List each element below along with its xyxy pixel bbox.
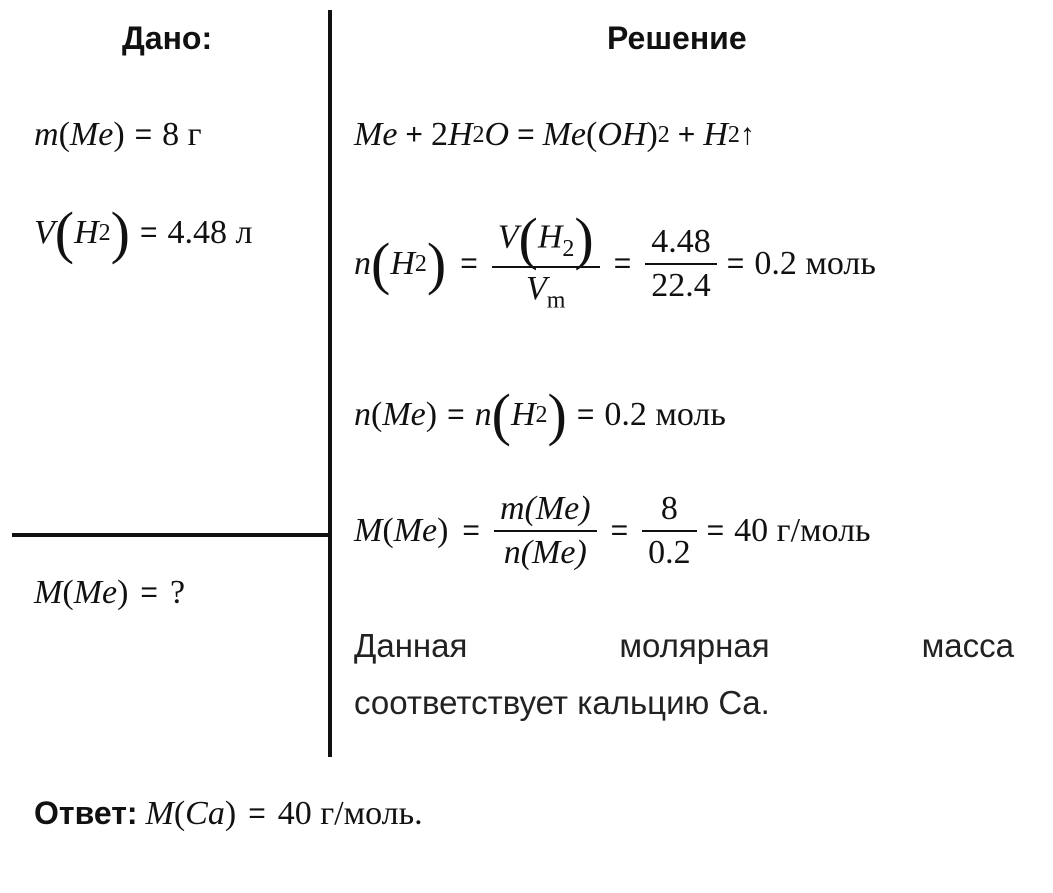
equals-sign: = [576, 398, 595, 432]
moles-me-result: 0.2 моль [604, 396, 726, 434]
given-header: Дано: [122, 20, 213, 56]
equals-sign: = [447, 398, 465, 432]
moles-symbol: n [354, 396, 371, 434]
equals-sign: = [134, 118, 153, 151]
rhs-symbol: n [474, 396, 492, 434]
given-mass: m ( Me ) = 8 г [34, 116, 202, 153]
conclusion-word: Данная [354, 627, 468, 664]
find-symbol: M [34, 574, 63, 611]
answer-value: 40 г/моль. [277, 794, 423, 832]
volume-arg: H [74, 214, 99, 252]
moles-result: 0.2 моль [754, 245, 876, 283]
equals-sign: = [462, 514, 480, 547]
answer-line: Ответ: M ( Ca ) = 40 г/моль. [34, 794, 423, 832]
moles-me-equation: n ( Me ) = n ( H 2 ) = 0.2 моль [354, 382, 726, 447]
mass-arg: Me [69, 116, 114, 153]
molar-mass-arg: Me [393, 512, 438, 549]
metal: Me [354, 116, 398, 153]
fraction-denominator: 0.2 [648, 534, 691, 571]
find-value: ? [169, 574, 186, 611]
oxygen: O [484, 116, 510, 153]
equals-sign: = [140, 576, 158, 609]
equals-sign: = [610, 514, 629, 547]
vertical-divider [328, 10, 332, 757]
hydrogen: H [447, 116, 473, 153]
hydrogen-gas: H [703, 116, 728, 153]
horizontal-divider [12, 533, 328, 537]
conclusion-line-1 [354, 627, 1014, 665]
equals-sign: = [613, 247, 632, 281]
mass-ratio-fraction [494, 492, 597, 570]
hydrogen-sub: 2 [472, 122, 485, 148]
fraction-denominator: $V_m$ [526, 270, 566, 314]
answer-symbol: M [145, 794, 174, 832]
answer-arg: Ca [185, 794, 225, 832]
hydrogen-gas-sub: 2 [727, 122, 740, 148]
fraction-numerator: 8 [642, 492, 697, 532]
rhs-sub: 2 [535, 402, 548, 429]
conclusion-line-2: соответствует кальцию Ca. [354, 684, 770, 721]
find-molar-mass: M ( Me ) = ? [34, 574, 186, 611]
moles-arg: Me [382, 396, 426, 434]
conclusion-word: молярная [619, 627, 770, 664]
equals-sign: = [706, 514, 725, 547]
fraction-numerator: m(Me) [494, 492, 597, 532]
reaction-equation: Me + 2 H 2 O = Me ( OH ) 2 + H 2 ↑ [354, 116, 755, 153]
given-volume: V ( H 2 ) = 4.48 л [34, 200, 253, 265]
gas-arrow-icon: ↑ [739, 118, 755, 151]
fraction-numerator: 4.48 [645, 225, 717, 265]
moles-arg: H [390, 245, 415, 283]
fraction-denominator: 22.4 [651, 267, 711, 305]
equals-sign: = [460, 247, 478, 281]
equals-sign: = [726, 247, 745, 281]
volume-symbol: V [34, 214, 55, 252]
product-metal: Me [542, 116, 587, 153]
coefficient: 2 [430, 116, 448, 153]
equals-sign: = [517, 118, 535, 151]
hydroxide-sub: 2 [657, 122, 670, 148]
moles-h2-equation: n ( H 2 ) = $\frac{V(H_2)}{V_m}$ = $\frac{4.48}{22.4}$ = 0.2 моль [354, 206, 876, 314]
plus-sign: + [405, 118, 423, 151]
conclusion-word: масса [921, 627, 1014, 664]
moles-symbol: n [354, 245, 371, 283]
solution-header: Решение [607, 20, 747, 56]
fraction-numerator: $V(H_2)$ [492, 216, 600, 268]
equals-sign: = [140, 216, 158, 250]
numeric-fraction [645, 225, 717, 303]
numeric-fraction [642, 492, 697, 570]
volume-sub: 2 [98, 220, 111, 247]
hydroxide: OH [597, 116, 647, 153]
rhs-arg: H [510, 396, 536, 434]
mass-symbol: m [34, 116, 59, 153]
equals-sign: = [248, 796, 266, 830]
moles-sub: 2 [414, 251, 427, 278]
volume-ratio-fraction [492, 206, 600, 314]
find-arg: Me [73, 574, 118, 611]
fraction-denominator: n(Me) [503, 534, 587, 571]
molar-mass-result: 40 г/моль [734, 512, 871, 549]
answer-label: Ответ: [34, 795, 138, 831]
mass-value: 8 г [162, 116, 202, 153]
molar-mass-symbol: M [354, 512, 383, 549]
plus-sign: + [677, 118, 696, 151]
volume-value: 4.48 л [167, 214, 253, 252]
molar-mass-equation: M ( Me ) = $\frac{m(Me)}{n(Me)}$ = $\frac{8}{0.2}$ = 40 г/моль [354, 490, 871, 571]
